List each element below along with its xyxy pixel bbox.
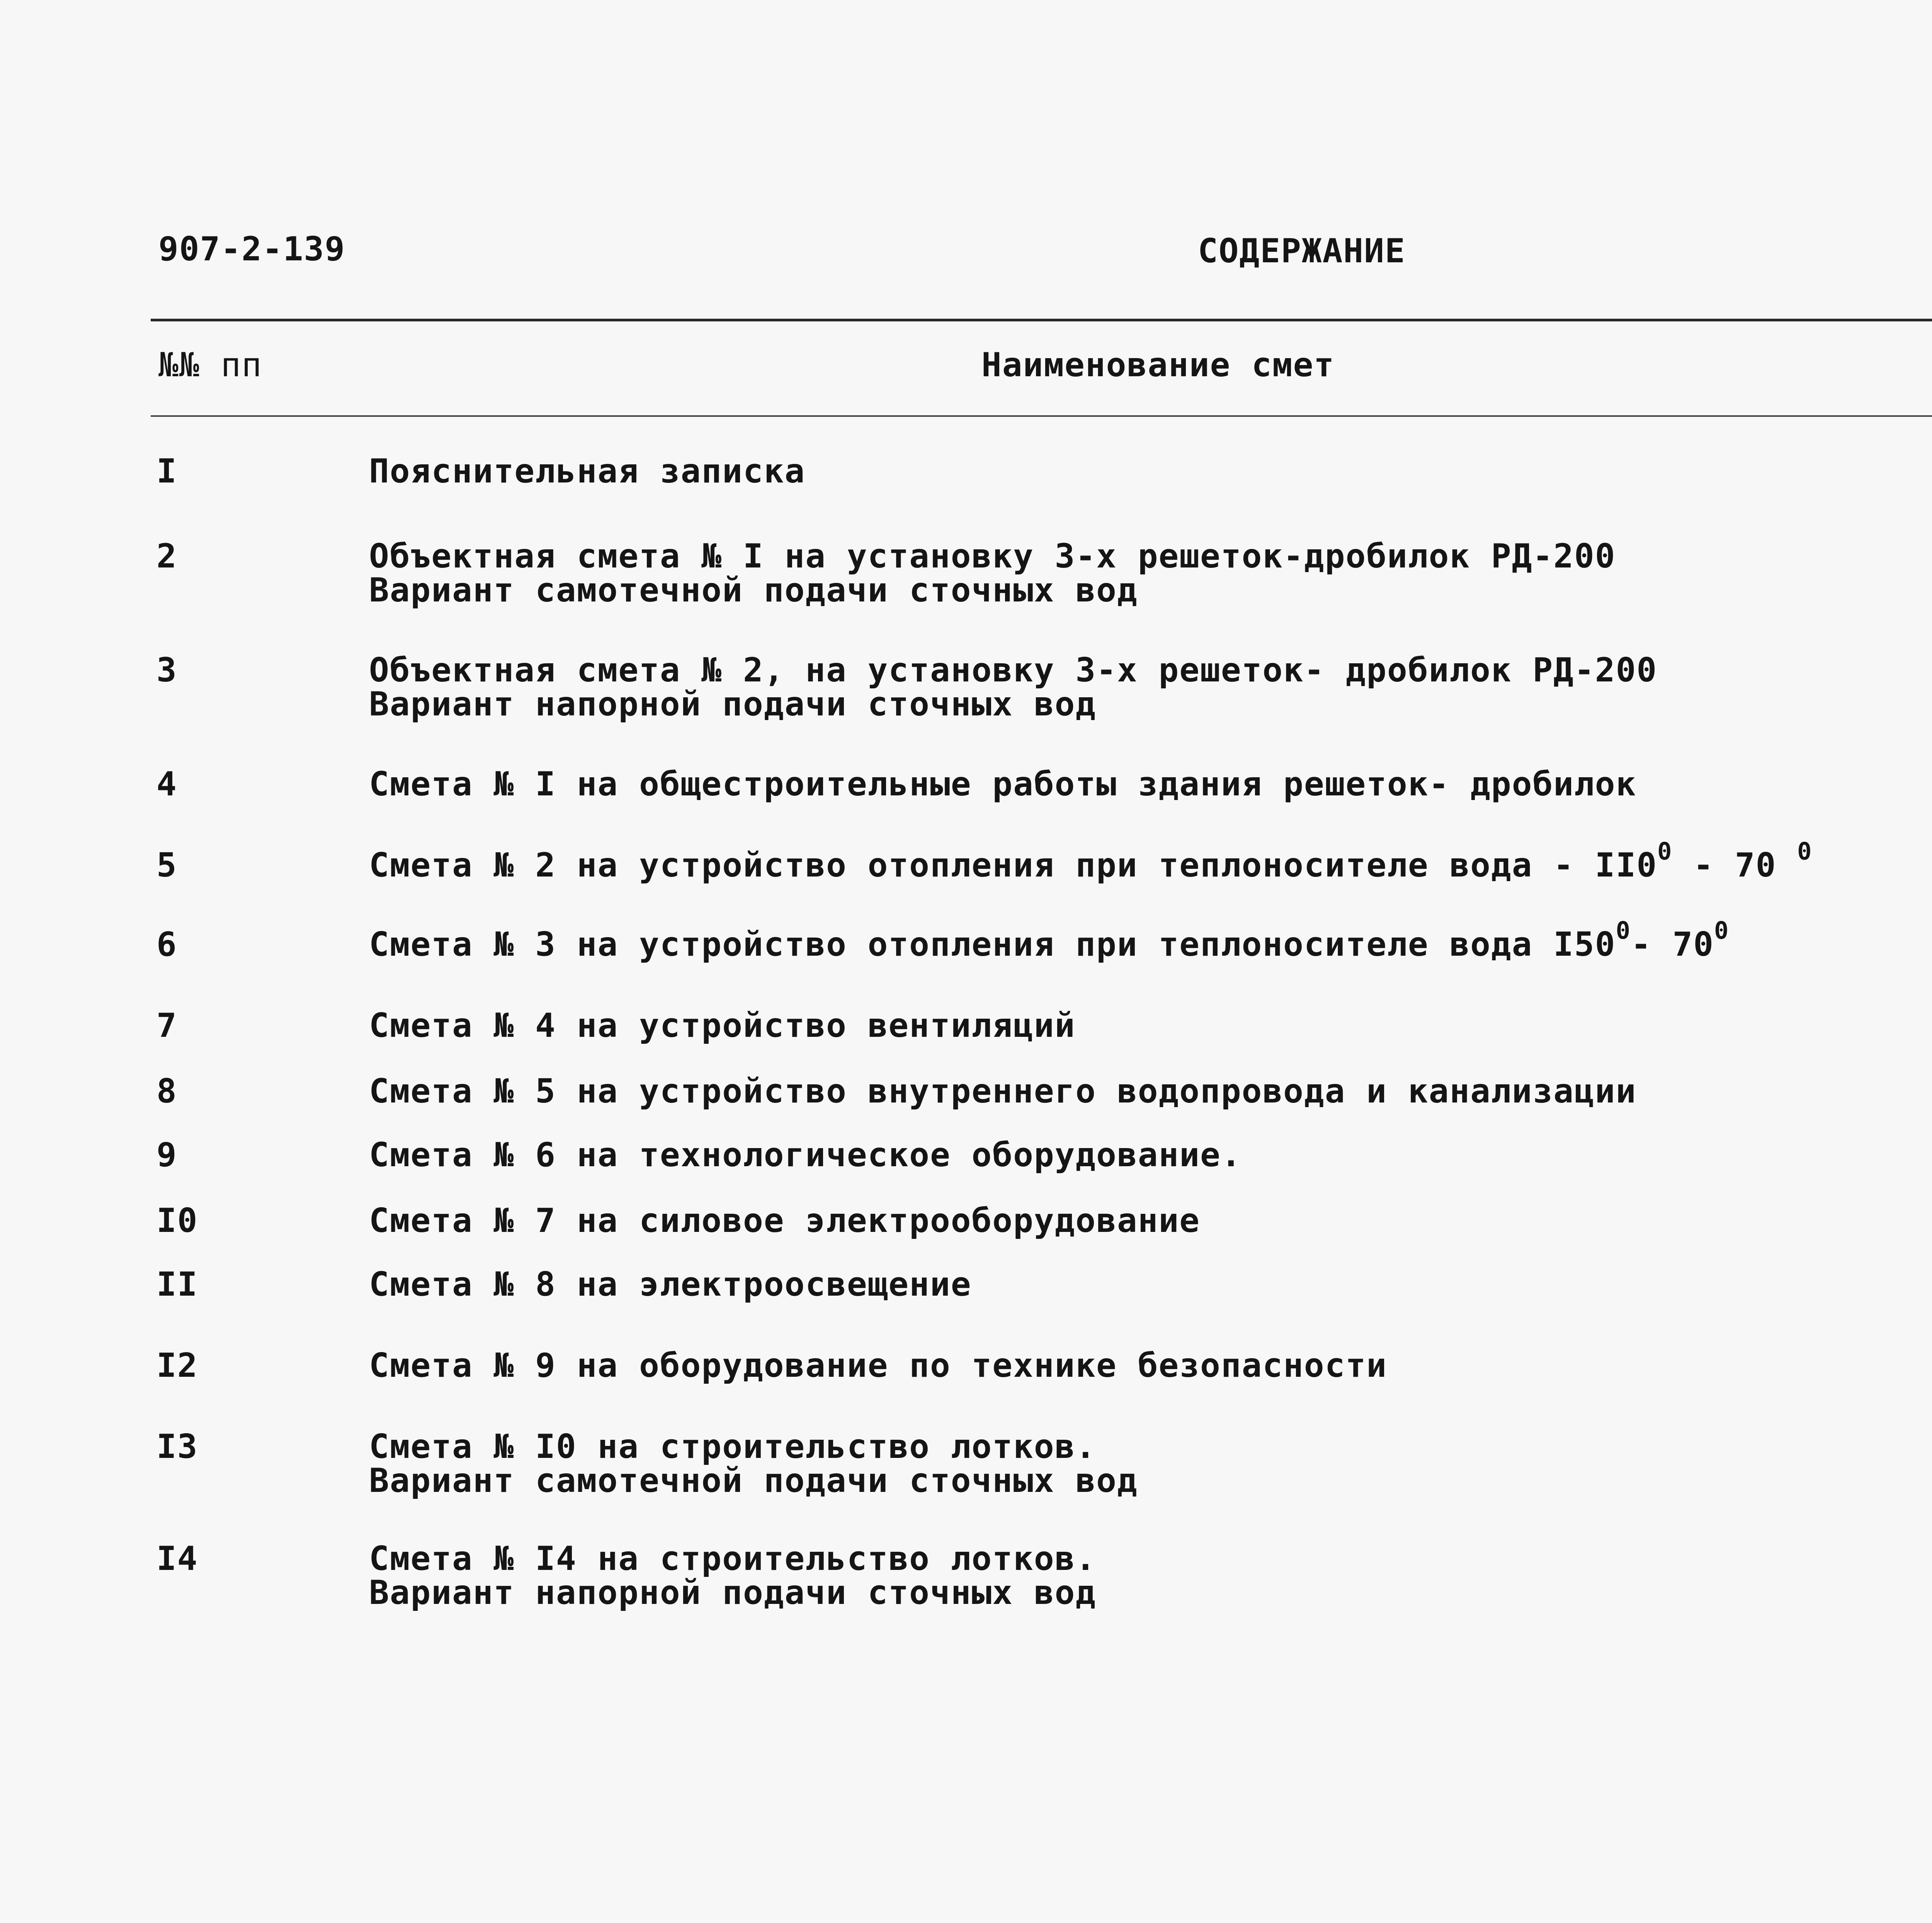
column-header-number: №№ пп (158, 346, 262, 384)
row-number: 8 (156, 1072, 177, 1111)
row-subtitle: Вариант самотечной подачи сточных вод (369, 1461, 1138, 1500)
row-number: 5 (156, 846, 177, 885)
row-title-text: Смета № 4 на устройство вентиляций (369, 1006, 1076, 1045)
row-number: I (156, 452, 177, 491)
page-title: СОДЕРЖАНИЕ (1198, 232, 1406, 270)
row-number: 4 (156, 765, 177, 804)
row-title-text: Смета № 3 на устройство отопления при теплоносителе вода I50 (369, 925, 1616, 964)
row-title-text: Смета № I4 на строительство лотков. (369, 1539, 1097, 1578)
row-subtitle: Вариант напорной подачи сточных вод (369, 685, 1097, 724)
degree-superscript: 0 (1714, 916, 1730, 945)
degree-superscript: 0 (1657, 837, 1673, 866)
row-title (369, 767, 1636, 802)
row-title-text: Смета № 9 на оборудование по технике безопасности (369, 1346, 1388, 1385)
row-title-text: Смета № 8 на электроосвещение (369, 1265, 972, 1304)
row-title-text: Объектная смета № 2, на установку 3-х решеток- дробилок РД-200 (369, 651, 1658, 690)
row-number: 3 (156, 651, 177, 690)
row-number: 2 (156, 537, 177, 576)
degree-superscript: 0 (1797, 837, 1813, 866)
row-title (369, 539, 1616, 574)
row-title-text: Смета № 5 на устройство внутреннего водопровода и канализации (369, 1072, 1637, 1111)
row-title-text: Объектная смета № I на установку 3-х решеток-дробилок РД-200 (369, 537, 1616, 576)
row-title (369, 454, 805, 489)
row-number: I0 (156, 1201, 198, 1240)
row-number: I2 (156, 1346, 198, 1385)
row-number: I3 (156, 1427, 198, 1466)
row-title-text: Смета № I на общестроительные работы здания решеток- дробилок (369, 765, 1637, 804)
row-number: 9 (156, 1136, 177, 1174)
row-title (369, 1267, 972, 1302)
row-number: I4 (156, 1539, 198, 1578)
row-subtitle: Вариант напорной подачи сточных вод (369, 1573, 1097, 1612)
row-title-continuation: - 70 (1631, 925, 1714, 964)
row-title-text: Смета № 6 на технологическое оборудование. (369, 1136, 1242, 1174)
row-title (369, 916, 1730, 964)
row-title-text: Смета № 2 на устройство отопления при теплоносителе вода - II0 (369, 846, 1658, 885)
row-number: II (156, 1265, 198, 1304)
document-code: 907-2-139 (158, 230, 345, 268)
row-number: 6 (156, 925, 177, 964)
column-header-name: Наименование смет (981, 346, 1335, 384)
row-title (369, 653, 1657, 688)
row-title (369, 1429, 1096, 1464)
row-title (369, 837, 1813, 885)
row-title (369, 1203, 1200, 1238)
row-title (369, 1008, 1075, 1043)
row-title (369, 1074, 1636, 1109)
row-title (369, 1541, 1096, 1576)
row-title (369, 1138, 1242, 1172)
degree-superscript: 0 (1616, 916, 1631, 945)
row-title-text: Смета № I0 на строительство лотков. (369, 1427, 1097, 1466)
table-top-rule (151, 319, 1932, 321)
row-title-text: Смета № 7 на силовое электрооборудование (369, 1201, 1201, 1240)
table-header-rule (151, 415, 1932, 417)
row-title-continuation: - 70 (1672, 846, 1798, 885)
row-number: 7 (156, 1006, 177, 1045)
row-subtitle: Вариант самотечной подачи сточных вод (369, 571, 1138, 610)
row-title-text: Пояснительная записка (369, 452, 806, 491)
row-title (369, 1348, 1387, 1383)
